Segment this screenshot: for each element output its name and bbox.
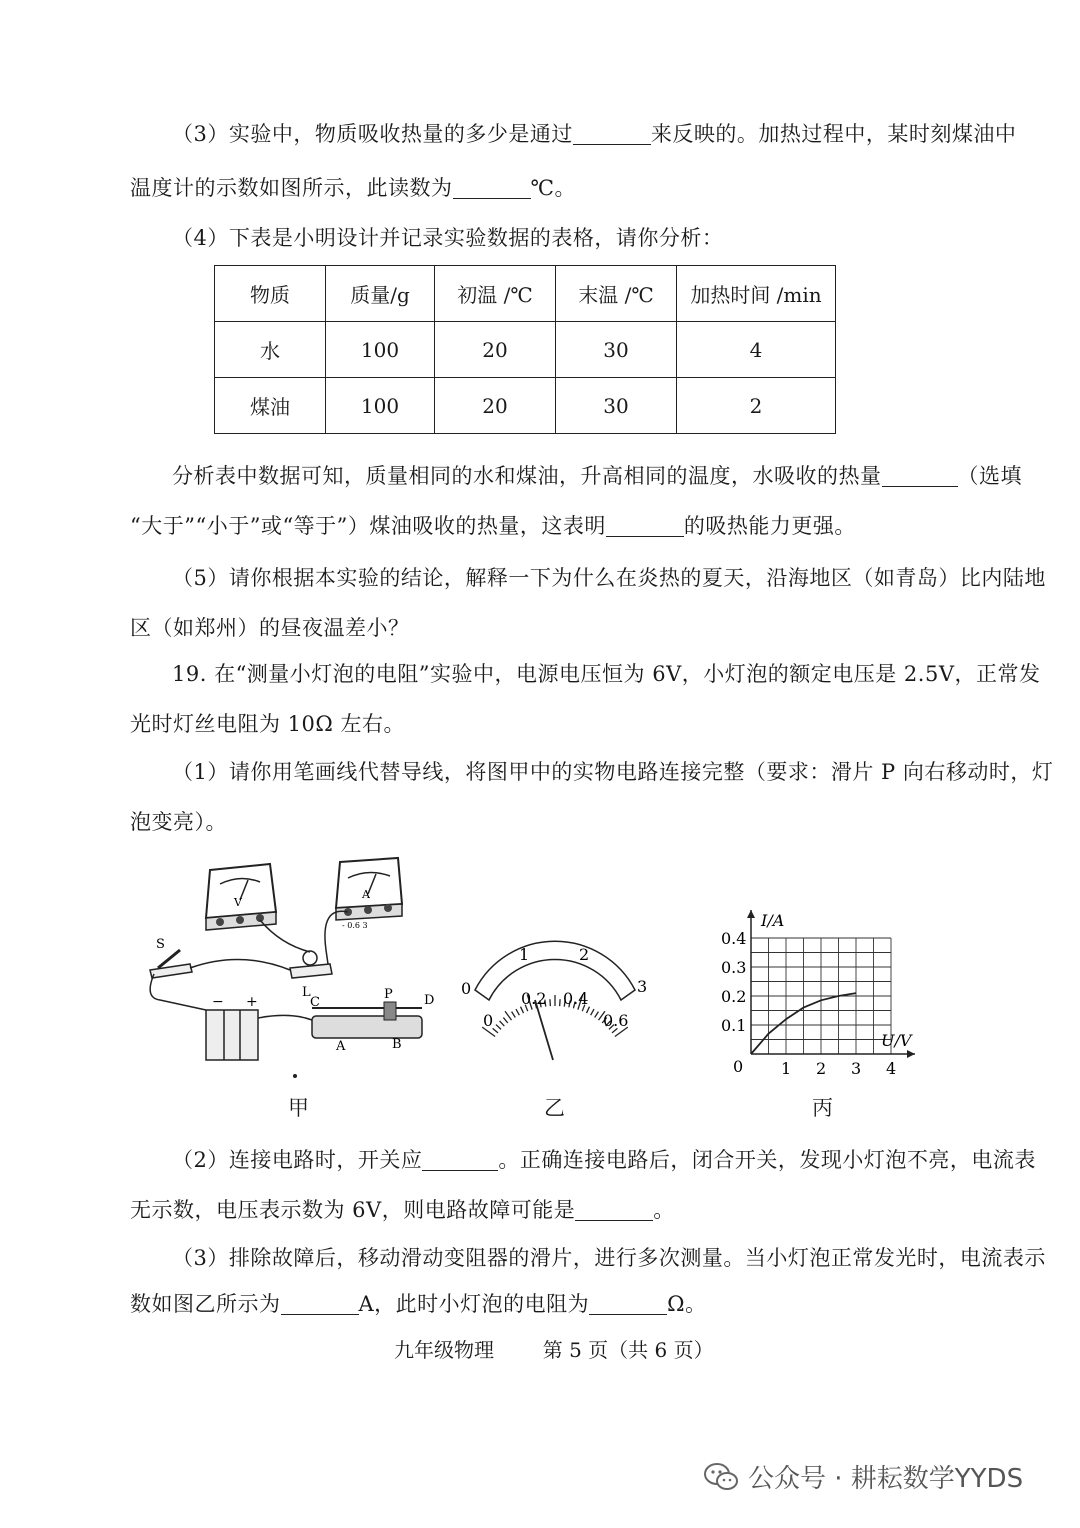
- q18-p4-intro: （4）下表是小明设计并记录实验数据的表格，请你分析：: [172, 226, 724, 250]
- text: （2）连接电路时，开关应: [172, 1148, 423, 1172]
- q19-p1-line1: （1）请你用笔画线代替导线，将图甲中的实物电路连接完整（要求：滑片 P 向右移动时，灯: [172, 760, 1054, 784]
- x-tick-label: 1: [781, 1059, 792, 1078]
- answer-blank[interactable]: [281, 1293, 359, 1315]
- q19-p3-line2: [130, 1288, 707, 1318]
- graph-grid: [751, 938, 891, 1054]
- x-tick-label: 2: [816, 1059, 827, 1078]
- table-cell: 2: [677, 378, 836, 434]
- x-axis-label: U/V: [881, 1031, 912, 1050]
- q18-p5-line1: （5）请你根据本实验的结论，解释一下为什么在炎热的夏天，沿海地区（如青岛）比内陆地: [172, 566, 1046, 590]
- ammeter-icon: [336, 858, 402, 930]
- wechat-icon: [704, 1462, 738, 1492]
- x-tick-label: 3: [851, 1059, 862, 1078]
- watermark: [704, 1458, 1023, 1495]
- y-tick-label: 0.4: [721, 929, 747, 948]
- page-footer: [394, 1334, 714, 1363]
- ammeter-terminals: - 0.6 3: [342, 921, 368, 930]
- battery-minus: −: [212, 994, 224, 1010]
- table-row: [215, 378, 836, 434]
- text: 温度计的示数如图所示，此读数为: [130, 176, 453, 200]
- table-cell: 4: [677, 322, 836, 378]
- lamp-icon: [290, 951, 332, 1000]
- text: ℃。: [530, 176, 576, 200]
- table-cell: 30: [556, 378, 677, 434]
- table-cell: 100: [326, 322, 435, 378]
- experiment-data-table: [214, 265, 836, 434]
- q18-analysis-line2: [130, 510, 856, 540]
- dial-tick: [505, 1011, 511, 1020]
- figure-yi-ammeter-dial: [455, 940, 655, 1070]
- table-cell: 煤油: [215, 378, 326, 434]
- rheostat-label-b: B: [392, 1037, 402, 1052]
- answer-blank[interactable]: [575, 1199, 653, 1221]
- table-header: 初温 /℃: [435, 266, 556, 322]
- y-axis-label: I/A: [761, 911, 785, 930]
- battery-plus: +: [246, 994, 258, 1010]
- text: A，此时小灯泡的电阻为: [358, 1292, 590, 1316]
- outer-tick-label: 1: [519, 945, 530, 964]
- voltmeter-label: V: [234, 896, 242, 909]
- dial-tick: [500, 1021, 505, 1026]
- text: 数如图乙所示为: [130, 1292, 281, 1316]
- inner-tick-label: 0.4: [563, 989, 589, 1008]
- dial-tick: [512, 1012, 516, 1018]
- rheostat-label-d: D: [424, 993, 435, 1008]
- voltmeter-icon: [206, 864, 276, 930]
- table-header: 末温 /℃: [556, 266, 677, 322]
- y-tick-label: 0.3: [721, 958, 747, 977]
- dial-needle: [535, 1000, 553, 1060]
- text: Ω。: [667, 1292, 707, 1316]
- q18-analysis-line1: [172, 460, 1022, 490]
- text: 。: [653, 1198, 675, 1222]
- switch-label: S: [156, 937, 165, 952]
- q19-p2-line2: [130, 1194, 675, 1224]
- answer-blank[interactable]: [606, 515, 684, 537]
- dial-tick: [516, 1009, 519, 1015]
- text: “大于”“小于”或“等于”）煤油吸收的热量，这表明: [130, 514, 606, 538]
- dial-tick: [493, 1028, 498, 1032]
- q18-p3-line1: [172, 118, 1016, 148]
- answer-blank[interactable]: [453, 177, 531, 199]
- y-tick-label: 0.1: [721, 1016, 747, 1035]
- watermark-text: 公众号 · 耕耘数学YYDS: [748, 1464, 1024, 1494]
- q19-intro-line2: 光时灯丝电阻为 10Ω 左右。: [130, 712, 405, 736]
- figure-bing-iu-graph: [715, 900, 925, 1080]
- q18-p5-line2: 区（如郑州）的昼夜温差小？: [130, 616, 410, 640]
- figure-jia-circuit: [140, 850, 460, 1090]
- q19-p3-line1: （3）排除故障后，移动滑动变阻器的滑片，进行多次测量。当小灯泡正常发光时，电流表示: [172, 1246, 1046, 1270]
- battery-icon: [206, 994, 258, 1060]
- table-header: 物质: [215, 266, 326, 322]
- table-cell: 水: [215, 322, 326, 378]
- q19-p1-line2: 泡变亮）。: [130, 810, 227, 834]
- dial-tick: [503, 1018, 507, 1023]
- answer-blank[interactable]: [573, 123, 651, 145]
- switch-icon: [150, 937, 192, 978]
- table-cell: 20: [435, 322, 556, 378]
- inner-tick-label: 0.6: [603, 1011, 629, 1030]
- table-cell: 30: [556, 322, 677, 378]
- table-header: 加热时间 /min: [677, 266, 836, 322]
- outer-tick-label: 0: [461, 979, 472, 998]
- text: （3）实验中，物质吸收热量的多少是通过: [172, 122, 573, 146]
- inner-tick-label: 0.2: [521, 989, 547, 1008]
- rheostat-label-a: A: [336, 1039, 346, 1054]
- rheostat-label-p: P: [384, 987, 393, 1002]
- lamp-label: L: [302, 985, 311, 1000]
- rheostat-label-c: C: [310, 995, 320, 1010]
- ammeter-label: A: [362, 888, 370, 901]
- x-axis-arrow-icon: [907, 1050, 915, 1058]
- dial-tick: [496, 1025, 501, 1030]
- dial-tick: [591, 1009, 594, 1015]
- y-tick-label: 0.2: [721, 987, 747, 1006]
- outer-tick-label: 2: [579, 945, 590, 964]
- origin-label: 0: [733, 1057, 744, 1076]
- text: （选填: [957, 464, 1022, 488]
- table-header: 质量/g: [326, 266, 435, 322]
- q19-intro-line1: 19. 在“测量小灯泡的电阻”实验中，电源电压恒为 6V，小灯泡的额定电压是 2.5V，正常发: [172, 662, 1041, 686]
- table-cell: 100: [326, 378, 435, 434]
- table-row: [215, 322, 836, 378]
- footer-page-number: 第 5 页（共 6 页）: [542, 1338, 714, 1362]
- figure-bing-caption: 丙: [812, 1096, 833, 1120]
- outer-tick-label: 3: [637, 977, 648, 996]
- rheostat-icon: [310, 987, 434, 1054]
- answer-blank[interactable]: [589, 1293, 667, 1315]
- footer-subject: 九年级物理: [394, 1338, 494, 1362]
- text: 。正确连接电路后，闭合开关，发现小灯泡不亮，电流表: [498, 1148, 1036, 1172]
- inner-tick-label: 0: [483, 1011, 494, 1030]
- figure-yi-caption: 乙: [544, 1096, 565, 1120]
- table-header-row: [215, 266, 836, 322]
- text: 无示数，电压表示数为 6V，则电路故障可能是: [130, 1198, 576, 1222]
- table-cell: 20: [435, 378, 556, 434]
- q19-p2-line1: [172, 1144, 1036, 1174]
- q18-p3-line2: [130, 172, 576, 202]
- figure-jia-caption: 甲: [288, 1096, 309, 1120]
- x-tick-label: 4: [886, 1059, 897, 1078]
- answer-blank[interactable]: [422, 1149, 498, 1171]
- dial-tick: [595, 1012, 599, 1018]
- text: 来反映的。加热过程中，某时刻煤油中: [650, 122, 1017, 146]
- text: 的吸热能力更强。: [683, 514, 856, 538]
- answer-blank[interactable]: [882, 465, 958, 487]
- y-axis-arrow-icon: [747, 910, 755, 918]
- text: 分析表中数据可知，质量相同的水和煤油，升高相同的温度，水吸收的热量: [172, 464, 882, 488]
